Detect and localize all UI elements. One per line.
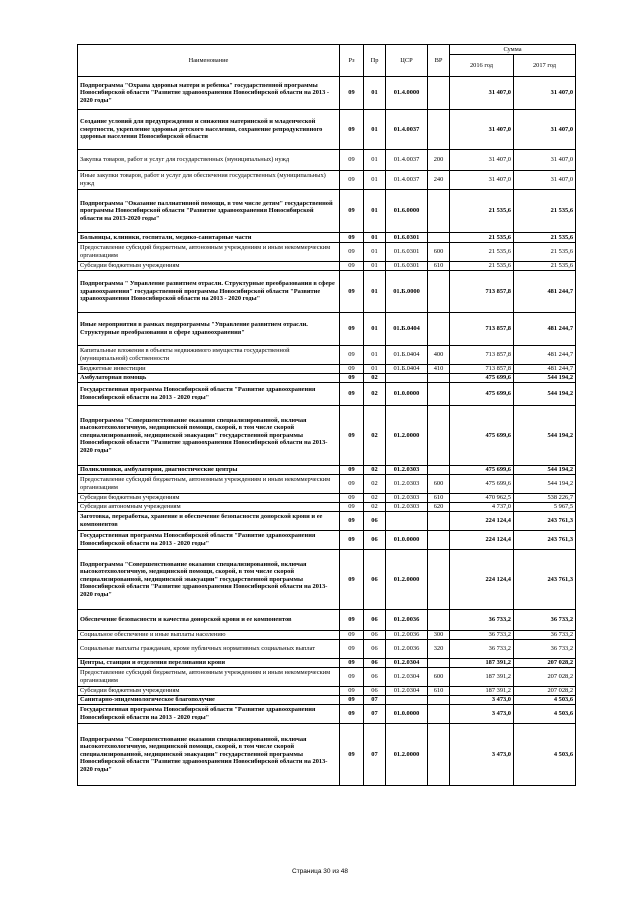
row-pr: 01 (364, 313, 386, 346)
header-pr: Пр (364, 45, 386, 77)
row-rz: 09 (340, 190, 364, 233)
row-name: Центры, станции и отделения переливания крови (78, 659, 340, 668)
row-vr: 610 (428, 494, 450, 503)
row-vr: 410 (428, 365, 450, 374)
row-pr: 01 (364, 271, 386, 313)
row-csr: 01.4.0037 (386, 150, 428, 171)
table-row (78, 512, 576, 531)
row-name: Предоставление субсидий бюджетным, автономным учреждениям и иным некоммерческим организациям (78, 668, 340, 687)
row-amount-2017: 5 967,5 (514, 503, 576, 512)
row-name: Подпрограмма "Охрана здоровья матери и ребенка" государственной программы Новосибирской области "Развитие здравоохранения Новосибирской области на 2013 - 2020 годы" (78, 77, 340, 110)
row-vr: 300 (428, 631, 450, 640)
row-amount-2017: 243 761,3 (514, 550, 576, 610)
row-amount-2017: 21 535,6 (514, 233, 576, 243)
row-amount-2017: 481 244,7 (514, 346, 576, 365)
row-name: Государственная программа Новосибирской области "Развитие здравоохранения Новосибирской области на 2013 - 2020 годы" (78, 531, 340, 550)
row-amount-2017: 36 733,2 (514, 640, 576, 659)
row-csr: 01.4.0037 (386, 110, 428, 150)
row-name: Субсидии бюджетным учреждениям (78, 262, 340, 271)
row-amount-2017: 31 407,0 (514, 77, 576, 110)
row-amount-2016: 713 857,8 (450, 313, 514, 346)
row-rz: 09 (340, 475, 364, 494)
row-amount-2017: 207 028,2 (514, 659, 576, 668)
row-amount-2016: 36 733,2 (450, 631, 514, 640)
row-amount-2017: 544 194,2 (514, 383, 576, 406)
row-amount-2017: 21 535,6 (514, 243, 576, 262)
row-vr: 200 (428, 150, 450, 171)
row-rz: 09 (340, 550, 364, 610)
row-vr (428, 724, 450, 786)
row-pr: 01 (364, 365, 386, 374)
row-rz: 09 (340, 171, 364, 190)
row-amount-2016: 31 407,0 (450, 77, 514, 110)
row-csr: 01.Б.0404 (386, 313, 428, 346)
row-rz: 09 (340, 110, 364, 150)
row-csr (386, 374, 428, 383)
header-year-2016: 2016 год (450, 55, 514, 77)
table-row (78, 503, 576, 512)
row-vr (428, 406, 450, 466)
row-name: Капитальные вложения в объекты недвижимого имущества государственной (муниципальной) собственности (78, 346, 340, 365)
row-csr: 01.2.0036 (386, 631, 428, 640)
row-name: Амбулаторная помощь (78, 374, 340, 383)
row-amount-2016: 21 535,6 (450, 243, 514, 262)
budget-table (77, 44, 576, 786)
row-rz: 09 (340, 150, 364, 171)
row-amount-2016: 470 962,5 (450, 494, 514, 503)
table-row (78, 696, 576, 705)
row-pr: 01 (364, 233, 386, 243)
row-csr: 01.2.0303 (386, 503, 428, 512)
row-pr: 02 (364, 475, 386, 494)
table-row (78, 659, 576, 668)
row-amount-2016: 3 473,0 (450, 705, 514, 724)
row-csr: 01.4.0037 (386, 171, 428, 190)
row-amount-2017: 21 535,6 (514, 190, 576, 233)
row-rz: 09 (340, 659, 364, 668)
row-csr: 01.6.0301 (386, 233, 428, 243)
row-amount-2017: 243 761,3 (514, 512, 576, 531)
row-vr: 620 (428, 503, 450, 512)
row-name: Подпрограмма "Совершенствование оказания специализированной, включая высокотехнологичную, медицинской помощи, скорой, в том числе скорой специализированной, медицинской эвакуации" государственной программы Новосибирской области "Развитие здравоохранения Новосибирской области на 2013-2020 годы" (78, 406, 340, 466)
row-vr: 240 (428, 171, 450, 190)
table-row (78, 243, 576, 262)
row-pr: 06 (364, 531, 386, 550)
row-rz: 09 (340, 346, 364, 365)
row-amount-2016: 36 733,2 (450, 610, 514, 631)
row-name: Заготовка, переработка, хранение и обеспечение безопасности донорской крови и ее компонентов (78, 512, 340, 531)
row-vr: 610 (428, 262, 450, 271)
row-name: Закупка товаров, работ и услуг для государственных (муниципальных) нужд (78, 150, 340, 171)
row-amount-2017: 21 535,6 (514, 262, 576, 271)
row-amount-2016: 713 857,8 (450, 365, 514, 374)
row-pr: 01 (364, 77, 386, 110)
row-name: Санитарно-эпидемиологическое благополучие (78, 696, 340, 705)
row-csr: 01.2.0000 (386, 724, 428, 786)
row-vr (428, 696, 450, 705)
row-rz: 09 (340, 374, 364, 383)
row-rz: 09 (340, 271, 364, 313)
row-amount-2017: 481 244,7 (514, 365, 576, 374)
row-amount-2016: 475 699,6 (450, 406, 514, 466)
table-row (78, 190, 576, 233)
row-name: Субсидии бюджетным учреждениям (78, 494, 340, 503)
row-amount-2016: 475 699,6 (450, 383, 514, 406)
row-pr: 06 (364, 659, 386, 668)
row-name: Обеспечение безопасности и качества донорской крови и ее компонентов (78, 610, 340, 631)
row-name: Бюджетные инвестиции (78, 365, 340, 374)
row-amount-2016: 31 407,0 (450, 171, 514, 190)
row-name: Подпрограмма " Управление развитием отрасли. Структурные преобразования в сфере здравоохранения" государственной программы Новосибирской области "Развитие здравоохранения Новосибирской области на 2013 - 2020 годы" (78, 271, 340, 313)
row-pr: 02 (364, 466, 386, 475)
row-amount-2016: 21 535,6 (450, 262, 514, 271)
row-csr: 01.6.0301 (386, 243, 428, 262)
row-vr (428, 190, 450, 233)
row-name: Субсидии автономным учреждениям (78, 503, 340, 512)
row-vr (428, 531, 450, 550)
row-csr: 01.2.0036 (386, 640, 428, 659)
row-pr: 02 (364, 406, 386, 466)
row-rz: 09 (340, 262, 364, 271)
row-vr (428, 374, 450, 383)
row-pr: 01 (364, 150, 386, 171)
row-csr: 01.2.0000 (386, 550, 428, 610)
row-amount-2017: 4 503,6 (514, 705, 576, 724)
row-pr: 02 (364, 503, 386, 512)
row-pr: 06 (364, 631, 386, 640)
header-name: Наименование (78, 45, 340, 77)
row-csr: 01.Б.0000 (386, 271, 428, 313)
row-name: Подпрограмма "Совершенствование оказания специализированной, включая высокотехнологичную, медицинской помощи, скорой, в том числе скорой специализированной, медицинской эвакуации" государственной программы Новосибирской области "Развитие здравоохранения Новосибирской области на 2013-2020 годы" (78, 550, 340, 610)
table-row (78, 233, 576, 243)
row-csr: 01.2.0304 (386, 687, 428, 696)
row-vr (428, 512, 450, 531)
table-row (78, 262, 576, 271)
row-csr: 01.0.0000 (386, 705, 428, 724)
row-rz: 09 (340, 243, 364, 262)
row-amount-2016: 31 407,0 (450, 150, 514, 171)
row-vr (428, 233, 450, 243)
row-vr: 610 (428, 687, 450, 696)
row-pr: 01 (364, 243, 386, 262)
row-rz: 09 (340, 512, 364, 531)
row-csr: 01.4.0000 (386, 77, 428, 110)
row-pr: 02 (364, 383, 386, 406)
table-row (78, 383, 576, 406)
row-rz: 09 (340, 77, 364, 110)
row-name: Предоставление субсидий бюджетным, автономным учреждениям и иным некоммерческим организациям (78, 475, 340, 494)
row-vr (428, 383, 450, 406)
row-pr: 06 (364, 640, 386, 659)
row-rz: 09 (340, 313, 364, 346)
row-amount-2017: 31 407,0 (514, 171, 576, 190)
row-rz: 09 (340, 365, 364, 374)
table-row (78, 531, 576, 550)
table-row (78, 550, 576, 610)
row-amount-2017: 36 733,2 (514, 631, 576, 640)
row-rz: 09 (340, 233, 364, 243)
table-row (78, 668, 576, 687)
row-vr: 600 (428, 243, 450, 262)
row-rz: 09 (340, 610, 364, 631)
row-amount-2017: 481 244,7 (514, 313, 576, 346)
table-row (78, 171, 576, 190)
row-amount-2016: 475 699,6 (450, 475, 514, 494)
row-name: Создание условий для предупреждения и снижения материнской и младенческой смертности, укрепление здоровья детского населения, сохранение репродуктивного здоровья населения Новосибирской области (78, 110, 340, 150)
row-csr: 01.2.0304 (386, 668, 428, 687)
header-year-2017: 2017 год (514, 55, 576, 77)
row-vr: 600 (428, 668, 450, 687)
row-pr: 06 (364, 668, 386, 687)
table-row (78, 687, 576, 696)
row-vr (428, 705, 450, 724)
row-rz: 09 (340, 631, 364, 640)
row-csr: 01.Б.0404 (386, 346, 428, 365)
row-amount-2016: 224 124,4 (450, 531, 514, 550)
row-name: Субсидии бюджетным учреждениям (78, 687, 340, 696)
header-rz: Рз (340, 45, 364, 77)
table-row (78, 110, 576, 150)
row-amount-2016: 36 733,2 (450, 640, 514, 659)
row-csr: 01.6.0301 (386, 262, 428, 271)
row-amount-2016: 187 391,2 (450, 668, 514, 687)
row-vr (428, 610, 450, 631)
row-pr: 01 (364, 171, 386, 190)
row-amount-2016: 187 391,2 (450, 687, 514, 696)
row-pr: 06 (364, 687, 386, 696)
table-row (78, 406, 576, 466)
row-amount-2016: 21 535,6 (450, 190, 514, 233)
row-amount-2017: 4 503,6 (514, 696, 576, 705)
row-pr: 06 (364, 512, 386, 531)
row-rz: 09 (340, 696, 364, 705)
row-amount-2016: 3 473,0 (450, 724, 514, 786)
row-amount-2016: 224 124,4 (450, 550, 514, 610)
header-vr: ВР (428, 45, 450, 77)
row-csr: 01.2.0304 (386, 659, 428, 668)
table-row (78, 150, 576, 171)
row-rz: 09 (340, 640, 364, 659)
row-vr (428, 466, 450, 475)
row-amount-2016: 4 737,0 (450, 503, 514, 512)
table-row (78, 77, 576, 110)
row-csr (386, 512, 428, 531)
row-vr: 600 (428, 475, 450, 494)
row-amount-2017: 538 226,7 (514, 494, 576, 503)
row-amount-2017: 544 194,2 (514, 406, 576, 466)
header-sum: Сумма (450, 45, 576, 55)
row-pr: 01 (364, 110, 386, 150)
row-amount-2017: 544 194,2 (514, 466, 576, 475)
table-row (78, 494, 576, 503)
table-row (78, 466, 576, 475)
row-amount-2016: 475 699,6 (450, 374, 514, 383)
row-rz: 09 (340, 687, 364, 696)
row-csr: 01.6.0000 (386, 190, 428, 233)
row-pr: 01 (364, 190, 386, 233)
row-name: Иные закупки товаров, работ и услуг для обеспечения государственных (муниципальных) нужд (78, 171, 340, 190)
row-rz: 09 (340, 668, 364, 687)
table-row (78, 724, 576, 786)
row-amount-2016: 713 857,8 (450, 346, 514, 365)
table-row (78, 475, 576, 494)
row-amount-2017: 544 194,2 (514, 374, 576, 383)
row-csr: 01.0.0000 (386, 383, 428, 406)
table-row (78, 705, 576, 724)
header-csr: ЦСР (386, 45, 428, 77)
table-row (78, 631, 576, 640)
row-vr (428, 659, 450, 668)
row-rz: 09 (340, 383, 364, 406)
row-amount-2017: 31 407,0 (514, 150, 576, 171)
row-pr: 01 (364, 262, 386, 271)
row-vr (428, 313, 450, 346)
row-csr: 01.2.0036 (386, 610, 428, 631)
row-rz: 09 (340, 705, 364, 724)
row-csr: 01.2.0303 (386, 494, 428, 503)
row-pr: 06 (364, 550, 386, 610)
row-amount-2016: 187 391,2 (450, 659, 514, 668)
row-pr: 02 (364, 494, 386, 503)
row-csr: 01.Б.0404 (386, 365, 428, 374)
row-vr (428, 550, 450, 610)
row-pr: 01 (364, 346, 386, 365)
row-amount-2017: 243 761,3 (514, 531, 576, 550)
row-name: Иные мероприятия в рамках подпрограммы "Управление развитием отрасли. Структурные преобразования в сфере здравоохранения" (78, 313, 340, 346)
row-amount-2016: 31 407,0 (450, 110, 514, 150)
row-csr: 01.0.0000 (386, 531, 428, 550)
row-pr: 02 (364, 374, 386, 383)
table-body (78, 77, 576, 786)
row-amount-2016: 713 857,8 (450, 271, 514, 313)
row-rz: 09 (340, 503, 364, 512)
row-vr (428, 271, 450, 313)
row-name: Подпрограмма "Оказание паллиативной помощи, в том числе детям" государственной программы Новосибирской области "Развитие здравоохранения Новосибирской области на 2013-2020 годы" (78, 190, 340, 233)
row-amount-2017: 36 733,2 (514, 610, 576, 631)
table-row (78, 271, 576, 313)
row-name: Больницы, клиники, госпитали, медико-санитарные части (78, 233, 340, 243)
table-header (78, 45, 576, 77)
row-amount-2017: 4 503,6 (514, 724, 576, 786)
row-rz: 09 (340, 494, 364, 503)
row-amount-2016: 21 535,6 (450, 233, 514, 243)
row-amount-2017: 207 028,2 (514, 687, 576, 696)
row-amount-2017: 207 028,2 (514, 668, 576, 687)
row-name: Социальные выплаты гражданам, кроме публичных нормативных социальных выплат (78, 640, 340, 659)
row-csr: 01.2.0303 (386, 475, 428, 494)
table-row (78, 346, 576, 365)
row-vr: 320 (428, 640, 450, 659)
row-rz: 09 (340, 531, 364, 550)
page-footer: Страница 30 из 48 (292, 868, 348, 875)
table-row (78, 374, 576, 383)
row-rz: 09 (340, 724, 364, 786)
row-name: Государственная программа Новосибирской области "Развитие здравоохранения Новосибирской области на 2013 - 2020 годы" (78, 705, 340, 724)
row-vr: 400 (428, 346, 450, 365)
row-csr (386, 696, 428, 705)
row-rz: 09 (340, 406, 364, 466)
row-csr: 01.2.0000 (386, 406, 428, 466)
row-pr: 07 (364, 696, 386, 705)
row-pr: 07 (364, 705, 386, 724)
table-row (78, 365, 576, 374)
row-name: Государственная программа Новосибирской области "Развитие здравоохранения Новосибирской области на 2013 - 2020 годы" (78, 383, 340, 406)
row-vr (428, 77, 450, 110)
row-amount-2016: 3 473,0 (450, 696, 514, 705)
row-csr: 01.2.0303 (386, 466, 428, 475)
table-row (78, 313, 576, 346)
row-amount-2017: 481 244,7 (514, 271, 576, 313)
row-name: Поликлиники, амбулатории, диагностические центры (78, 466, 340, 475)
table-row (78, 640, 576, 659)
table-row (78, 610, 576, 631)
row-amount-2016: 475 699,6 (450, 466, 514, 475)
row-name: Подпрограмма "Совершенствование оказания специализированной, включая высокотехнологичную, медицинской помощи, скорой, в том числе скорой специализированной, медицинской эвакуации" государственной программы Новосибирской области "Развитие здравоохранения Новосибирской области на 2013-2020 годы" (78, 724, 340, 786)
row-pr: 07 (364, 724, 386, 786)
row-amount-2017: 544 194,2 (514, 475, 576, 494)
row-amount-2017: 31 407,0 (514, 110, 576, 150)
row-name: Социальное обеспечение и иные выплаты населению (78, 631, 340, 640)
row-rz: 09 (340, 466, 364, 475)
row-name: Предоставление субсидий бюджетным, автономным учреждениям и иным некоммерческим организациям (78, 243, 340, 262)
row-pr: 06 (364, 610, 386, 631)
row-vr (428, 110, 450, 150)
row-amount-2016: 224 124,4 (450, 512, 514, 531)
